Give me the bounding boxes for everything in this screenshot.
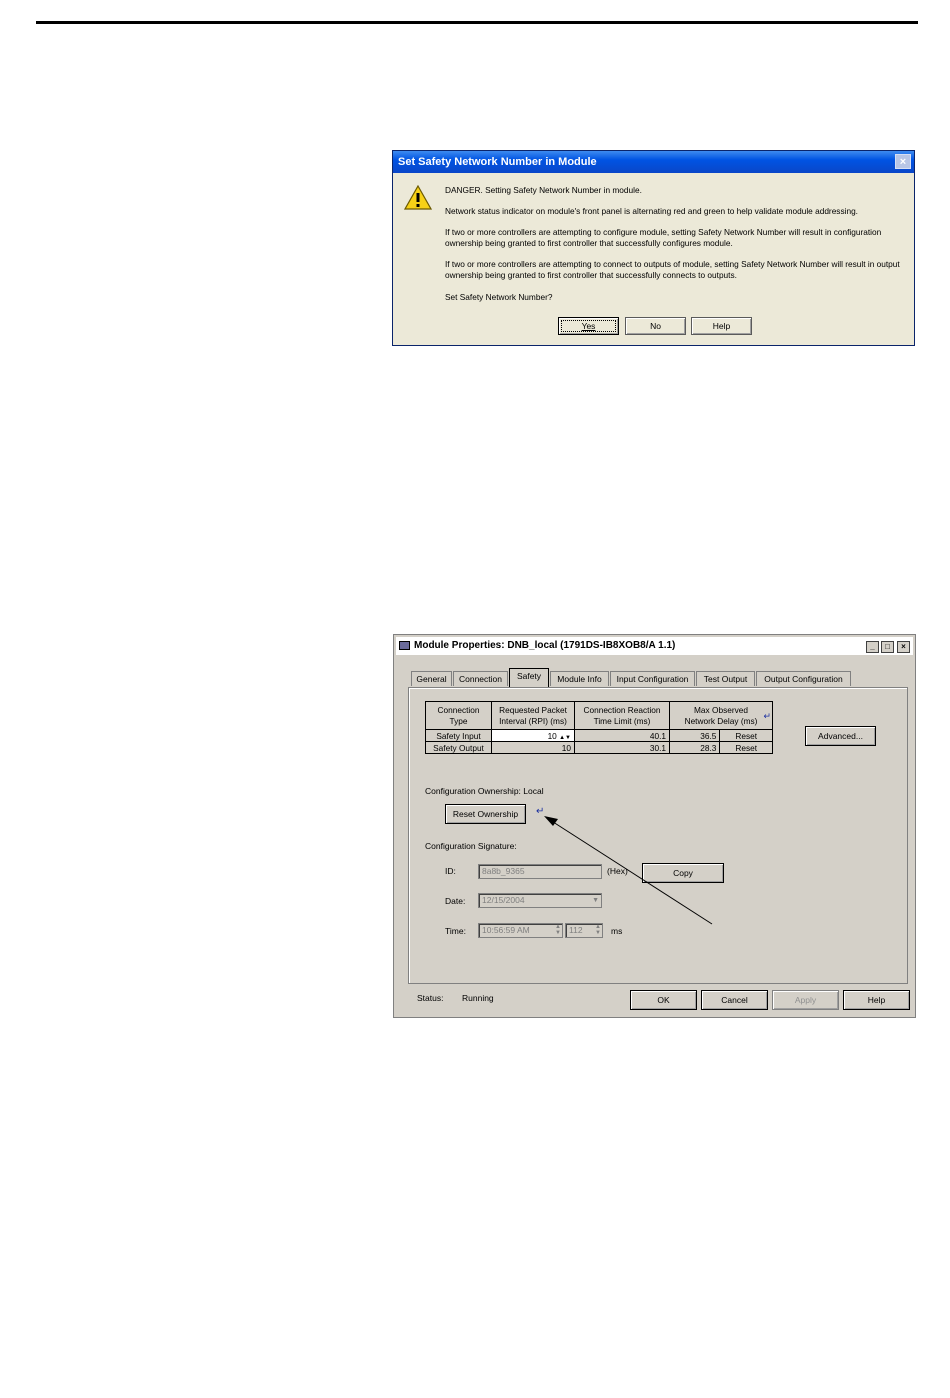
prompt-line: Set Safety Network Number? (445, 292, 553, 302)
column-header: Requested Packet Interval (RPI) (ms) (492, 702, 575, 730)
spinner-icon: ▲ ▼ (555, 924, 561, 936)
dropdown-arrow-icon: ▼ (592, 897, 599, 904)
output-ownership-line: If two or more controllers are attempting to connect to outputs of module, setting Safety Network Number will result in output ownership being granted to first controller that successfully connects to outputs. (445, 259, 900, 280)
dialog-title: Module Properties: DNB_local (1791DS-IB8XOB8/A 1.1) (414, 640, 676, 651)
tab-connection[interactable]: Connection (453, 671, 508, 686)
set-snn-dialog (392, 150, 915, 346)
id-field: 8a8b_9365 (478, 864, 602, 879)
spinner-icon[interactable]: ▲▼ (559, 734, 571, 741)
id-label: ID: (445, 866, 456, 876)
left-arrow-icon: ↵ (536, 806, 545, 817)
ok-button[interactable]: OK (630, 990, 697, 1010)
date-field: 12/15/2004 ▼ (478, 893, 602, 908)
tab-input-configuration[interactable]: Input Configuration (610, 671, 695, 686)
dialog-title-bar (393, 151, 914, 173)
column-header: Connection Type (426, 702, 492, 730)
status-value: Running (462, 993, 494, 1003)
ownership-label: Configuration Ownership: Local (425, 786, 544, 796)
minimize-button[interactable]: _ (866, 641, 879, 653)
column-header: Connection Reaction Time Limit (ms) (575, 702, 670, 730)
reset-ownership-button[interactable]: Reset Ownership (445, 804, 526, 824)
module-properties-dialog (393, 634, 916, 1018)
tab-safety[interactable]: Safety (509, 668, 549, 687)
date-label: Date: (445, 896, 466, 906)
tab-general[interactable]: General (411, 671, 452, 686)
advanced-button[interactable]: Advanced... (805, 726, 876, 746)
tab-module-info[interactable]: Module Info (550, 671, 609, 686)
apply-button[interactable]: Apply (772, 990, 839, 1010)
yes-button[interactable]: Yes (558, 317, 619, 335)
help-button[interactable]: Help (843, 990, 910, 1010)
row-header: Safety Output (426, 742, 492, 754)
ms-field: 112 ▲ ▼ (565, 923, 603, 938)
maximize-button[interactable]: □ (881, 641, 894, 653)
config-ownership-line: If two or more controllers are attempting to configure module, setting Safety Network Number will result in configuration ownership being granted to first controller that successfully configures module. (445, 227, 882, 248)
network-delay-cell: 28.3 (670, 742, 720, 754)
tab-test-output[interactable]: Test Output (696, 671, 755, 686)
reset-delay-button[interactable]: Reset (720, 730, 773, 742)
danger-line: DANGER. Setting Safety Network Number in module. (445, 185, 642, 195)
ms-label: ms (611, 926, 623, 936)
no-button[interactable]: No (625, 317, 686, 335)
help-button[interactable]: Help (691, 317, 752, 335)
warning-icon (404, 185, 432, 211)
left-arrow-icon: ↵ (763, 711, 771, 721)
network-delay-cell: 36.5 (670, 730, 720, 742)
top-rule (36, 21, 918, 24)
dialog-title: Set Safety Network Number in Module (398, 156, 597, 168)
reset-delay-button[interactable]: Reset (720, 742, 773, 754)
reaction-time-cell: 40.1 (575, 730, 670, 742)
reaction-time-cell: 30.1 (575, 742, 670, 754)
row-header: Safety Input (426, 730, 492, 742)
rpi-input[interactable]: 10 ▲▼ (492, 730, 575, 742)
copy-button[interactable]: Copy (642, 863, 724, 883)
time-label: Time: (445, 926, 466, 936)
callout-arrow (394, 635, 917, 1019)
time-field: 10:56:59 AM ▲ ▼ (478, 923, 563, 938)
status-indicator-line: Network status indicator on module's front panel is alternating red and green to help validate module addressing. (445, 206, 858, 216)
cancel-button[interactable]: Cancel (701, 990, 768, 1010)
close-button[interactable]: × (897, 641, 910, 653)
status-label: Status: (417, 993, 444, 1003)
spinner-icon: ▲ ▼ (595, 924, 601, 936)
column-header: Max Observed Network Delay (ms) ↵ (670, 702, 773, 730)
signature-label: Configuration Signature: (425, 841, 517, 851)
hex-label: (Hex) (607, 866, 628, 876)
rpi-cell[interactable]: 10 (492, 742, 575, 754)
tab-output-configuration[interactable]: Output Configuration (756, 671, 851, 686)
close-button[interactable]: × (895, 154, 911, 169)
